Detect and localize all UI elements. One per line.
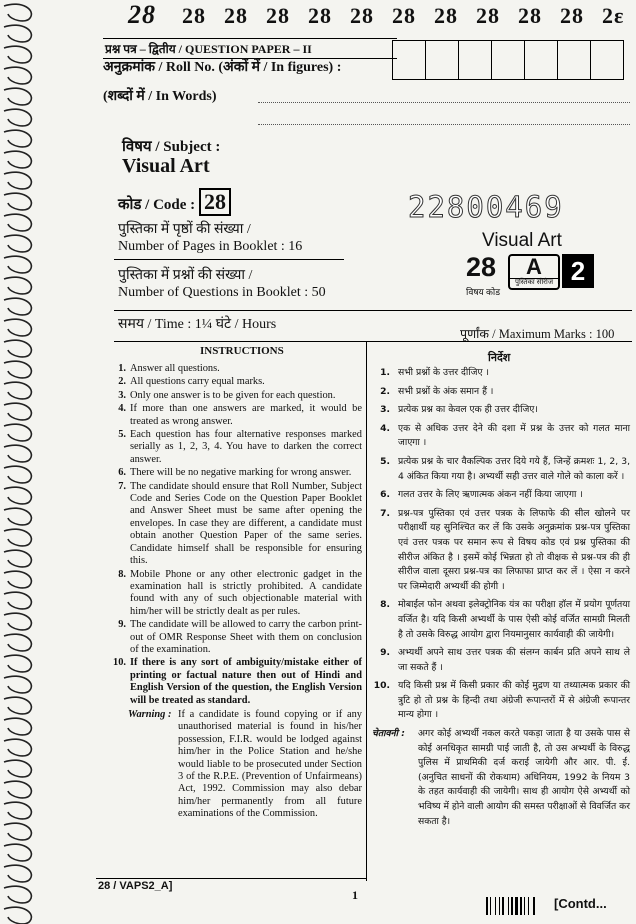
spiral-ring (4, 403, 31, 420)
instruction-item-number: 7. (118, 480, 126, 492)
instruction-item-text: If there is any sort of ambiguity/mistake either of printing or factual nature then out of Hindi and English Version of the question, the English Version will be treated as standard. (130, 657, 362, 706)
spiral-ring (4, 802, 31, 819)
spiral-ring (4, 88, 31, 105)
nirdesh-item (372, 366, 630, 381)
spiral-ring (4, 676, 31, 693)
subject-value: Visual Art (122, 155, 210, 177)
instruction-item (108, 376, 362, 388)
code-repeat-item: 28 (182, 3, 206, 28)
barcode-bar (502, 897, 504, 915)
nirdesh-item-number: 8. (380, 599, 390, 611)
barcode-bar (524, 897, 525, 915)
hindi-warning-block (372, 727, 630, 829)
instruction-item-number: 8. (118, 568, 126, 580)
barcode-bar (511, 897, 513, 915)
barcode-bar (508, 897, 509, 915)
nirdesh-item (372, 403, 630, 418)
divider (114, 341, 632, 342)
spiral-ring (4, 445, 31, 462)
subject-label: विषय / Subject : (122, 139, 221, 155)
stamp-subject-code-caption: विषय कोड (466, 287, 501, 297)
code-repeat-item: 28 (266, 3, 290, 28)
instructions-list-container (108, 363, 362, 821)
nirdesh-item-number: 7. (380, 507, 390, 519)
spiral-ring (4, 130, 31, 147)
spiral-binding (0, 0, 40, 924)
instruction-item-text: Mobile Phone or any other electronic gadget in the examination hall is strictly prohibited. A candidate found with any of such objectionable material with him/her will be strictly dealt as per rules. (130, 568, 362, 617)
nirdesh-item (372, 422, 630, 451)
instruction-item (108, 467, 362, 479)
barcode-bar (486, 897, 488, 915)
roll-digit-box[interactable] (558, 41, 591, 79)
footer-code: 28 / VAPS2_A] (98, 880, 173, 892)
spiral-ring (4, 613, 31, 630)
instruction-item-number: 1. (118, 363, 126, 374)
code-repeat-item: 2ε (602, 3, 625, 28)
spiral-ring (4, 592, 31, 609)
instruction-item (108, 363, 362, 375)
roll-number-grid[interactable] (392, 40, 624, 80)
instruction-item-text: The candidate will be allowed to carry the carbon print-out of OMR Response Sheet with them on conclusion of the examination. (130, 619, 362, 655)
series-caption: पुस्तिका सीरीज (510, 278, 558, 287)
series-letter: A (526, 254, 542, 279)
nirdesh-item-number: 3. (380, 404, 390, 416)
instructions-list (108, 363, 362, 707)
roll-digit-box[interactable] (393, 41, 426, 79)
instruction-item-text: The candidate should ensure that Roll Number, Subject Code and Series Code on the Question Paper Booklet and Answer Sheet must be same after opening the envelopes. In case they are different, a candidate must obtain another Question Paper of the same series. Candidate himself shall be responsible for ensuring this. (130, 480, 362, 567)
roll-digit-box[interactable] (426, 41, 459, 79)
spiral-ring (4, 382, 31, 399)
nirdesh-item (372, 385, 630, 400)
spiral-ring (4, 760, 31, 777)
spiral-ring (4, 571, 31, 588)
nirdesh-item-text: एक से अधिक उत्तर देने की दशा में प्रश्न के उत्तर को गलत माना जाएगा । (398, 422, 630, 449)
series-box (508, 254, 560, 290)
nirdesh-list-container (372, 366, 630, 829)
code-repeat-item: 28 (434, 3, 458, 28)
nirdesh-item-number: 10. (373, 680, 390, 692)
barcode-bar (515, 897, 518, 915)
barcode-bar (528, 897, 529, 915)
instruction-item (108, 569, 362, 619)
spiral-ring (4, 340, 31, 357)
spiral-ring (4, 361, 31, 378)
spiral-ring (4, 865, 31, 882)
spiral-ring (4, 277, 31, 294)
barcode-bar (520, 897, 522, 915)
barcode-bar (495, 897, 496, 915)
instruction-item-text: If more than one answers are marked, it would be treated as wrong answer. (130, 403, 362, 427)
nirdesh-item-text: सभी प्रश्नों के उत्तर दीजिए । (398, 367, 489, 378)
code-repeat-item: 28 (392, 3, 416, 28)
divider (114, 259, 344, 260)
booklet-serial-number: 22800469 (408, 190, 564, 224)
code-repeat-item: 28 (560, 3, 584, 28)
warning-block (108, 709, 362, 821)
spiral-ring (4, 529, 31, 546)
nirdesh-item-text: प्रत्येक प्रश्न का केवल एक ही उत्तर दीजिए। (398, 404, 538, 416)
spiral-ring (4, 844, 31, 861)
paper-number-badge: 2 (562, 254, 594, 288)
nirdesh-item-number: 1. (380, 367, 390, 378)
instruction-item (108, 390, 362, 402)
spiral-ring (4, 193, 31, 210)
code-repeat-item: 28 (518, 3, 542, 28)
spiral-ring (4, 718, 31, 735)
instruction-item-number: 3. (118, 389, 126, 401)
spiral-ring (4, 550, 31, 567)
instruction-item-text: Each question has four alternative responses marked serially as 1, 2, 3, 4. You have to darken the correct answer. (130, 429, 362, 465)
spiral-ring (4, 886, 31, 903)
spiral-ring (4, 256, 31, 273)
spiral-ring (4, 424, 31, 441)
nirdesh-item (372, 455, 630, 484)
nirdesh-item-text: अभ्यर्थी अपने साथ उत्तर पत्रक की संलग्न कार्बन प्रति अपने साथ ले जा सकते हैं । (398, 647, 630, 673)
nirdesh-item-number: 6. (380, 489, 390, 501)
time-label: समय / Time : 1¼ घंटे / Hours (118, 317, 277, 332)
spiral-ring (4, 109, 31, 126)
barcode-bar (490, 897, 491, 915)
nirdesh-list (372, 366, 630, 723)
nirdesh-item-text: प्रश्न-पत्र पुस्तिका एवं उत्तर पत्रक के लिफाफे की सील खोलने पर परीक्षार्थी यह सुनिश्चित कर लें कि उसके अनुक्रमांक प्रश्न-पत्र पुस्तिका एवं उत्तर पत्रक पर समान रूप से विषय कोड एवं प्रश्न पुस्तिका की सीरीज अंकित है । इसमें कोई भिन्नता हो तो वीक्षक से प्रश्न-पत्र की ही सीरीज वाला दूसरा प्रश्न-पत्र का लिफाफा प्राप्त कर लें । ऐसा न करने पर जिम्मेदारी अभ्यर्थी की होगी । (398, 507, 630, 592)
roll-digit-box[interactable] (525, 41, 558, 79)
pages-label: Number of Pages in Booklet : 16 (118, 239, 303, 254)
instruction-item-text: Answer all questions. (130, 363, 220, 374)
column-divider (366, 341, 367, 881)
nirdesh-item (372, 507, 630, 595)
spiral-ring (4, 298, 31, 315)
spiral-ring (4, 508, 31, 525)
spiral-ring (4, 319, 31, 336)
barcode-bar (499, 897, 500, 915)
instruction-item (108, 657, 362, 707)
spiral-ring (4, 25, 31, 42)
roll-in-words-label: (शब्दों में / In Words) (103, 89, 217, 104)
nirdesh-item (372, 646, 630, 675)
instruction-item-number: 4. (118, 403, 126, 415)
stamp-subject: Visual Art (482, 230, 562, 251)
code-repeat-row (128, 0, 636, 30)
spiral-ring (4, 4, 31, 21)
nirdesh-item-number: 9. (380, 647, 390, 659)
code-repeat-item: 28 (308, 3, 332, 28)
spiral-ring (4, 214, 31, 231)
instruction-item (108, 403, 362, 428)
instruction-item-number: 9. (118, 619, 126, 631)
roll-digit-box[interactable] (459, 41, 492, 79)
barcode-bar (533, 897, 535, 915)
spiral-ring (4, 739, 31, 756)
roll-digit-box[interactable] (492, 41, 525, 79)
questions-label-hindi: पुस्तिका में प्रश्नों की संख्या / (118, 268, 253, 283)
instruction-item (108, 429, 362, 466)
spiral-ring (4, 235, 31, 252)
code-value: 28 (199, 188, 231, 216)
divider (96, 878, 366, 879)
nirdesh-title: निर्देश (488, 351, 511, 364)
instruction-item (108, 481, 362, 568)
code-row (118, 188, 231, 216)
spiral-ring (4, 907, 31, 924)
questions-label: Number of Questions in Booklet : 50 (118, 285, 326, 300)
instruction-item-text: Only one answer is to be given for each question. (130, 389, 336, 401)
divider (114, 310, 632, 311)
stamp-code: 28 (466, 252, 497, 282)
instruction-item-number: 10. (113, 657, 126, 669)
spiral-ring (4, 46, 31, 63)
nirdesh-item-number: 4. (380, 422, 390, 434)
spiral-ring (4, 172, 31, 189)
continued-label: [Contd... (554, 896, 607, 911)
warning-label: Warning : (128, 708, 172, 720)
instruction-item-number: 5. (118, 429, 126, 441)
code-repeat-item: 28 (128, 0, 156, 29)
roll-number-label: अनुक्रमांक / Roll No. (अंकों में / In figures) : (103, 60, 342, 75)
nirdesh-item-text: गलत उत्तर के लिए ऋणात्मक अंकन नहीं किया जाएगा । (398, 489, 583, 501)
page-number: 1 (352, 888, 358, 902)
spiral-ring (4, 487, 31, 504)
code-repeat-item: 28 (224, 3, 248, 28)
nirdesh-item (372, 598, 630, 642)
spiral-ring (4, 151, 31, 168)
roll-words-line[interactable] (258, 102, 630, 103)
spiral-ring (4, 697, 31, 714)
instruction-item-number: 2. (118, 376, 126, 388)
nirdesh-item (372, 679, 630, 723)
pages-label-hindi: पुस्तिका में पृष्ठों की संख्या / (118, 222, 251, 237)
instructions-title: INSTRUCTIONS (200, 345, 284, 357)
nirdesh-item-number: 5. (380, 455, 390, 467)
spiral-ring (4, 634, 31, 651)
spiral-ring (4, 466, 31, 483)
nirdesh-item (372, 488, 630, 503)
roll-words-line-2[interactable] (258, 124, 630, 125)
roll-digit-box[interactable] (591, 41, 623, 79)
nirdesh-item-text: मोबाईल फोन अथवा इलेक्ट्रोनिक यंत्र का परीक्षा हॉल में प्रयोग पूर्णतया वर्जित है। यदि किसी अभ्यर्थी के पास ऐसी कोई वर्जित सामग्री मिलती है तो उसके विरुद्ध आयोग द्वारा नियमानुसार कार्यवाही की जायेगी। (398, 599, 630, 640)
instruction-item-number: 6. (118, 467, 126, 479)
max-marks-label: पूर्णांक / Maximum Marks : 100 (460, 327, 615, 341)
spiral-ring (4, 67, 31, 84)
hindi-warning-text: अगर कोई अभ्यर्थी नकल करते पकड़ा जाता है या उसके पास से कोई अनधिकृत सामग्री पाई जाती है, तो उस अभ्यर्थी के विरुद्ध पुलिस में प्राथमिकी दर्ज कराई जायेगी और आर. पी. ई. (अनुचित साधनों की रोकथाम) अधिनियम, 1992 के नियम 3 के तहत कार्यवाही की जायेगी। साथ ही आयोग ऐसे अभ्यर्थी को भविष्य में होने वाली आयोग की समस्त परीक्षाओं से विवर्जित कर सकता है। (418, 728, 630, 827)
nirdesh-item-text: यदि किसी प्रश्न में किसी प्रकार की कोई मुद्रण या तथ्यात्मक प्रकार की त्रुटि हो तो प्रश्न के हिन्दी तथा अंग्रेजी रूपान्तरों में से अंग्रेजी रूपान्तर मान्य होगा । (398, 680, 630, 721)
code-label: कोड / Code : (118, 197, 196, 213)
nirdesh-item-number: 2. (380, 385, 390, 397)
instruction-item (108, 619, 362, 656)
barcode-icon (486, 897, 546, 915)
spiral-ring (4, 781, 31, 798)
spiral-ring (4, 655, 31, 672)
code-repeat-item: 28 (476, 3, 500, 28)
instruction-item-text: There will be no negative marking for wrong answer. (130, 467, 352, 479)
instruction-item-text: All questions carry equal marks. (130, 376, 265, 388)
hindi-warning-label: चेतावनी : (372, 728, 405, 740)
warning-text: If a candidate is found copying or if any unauthorised material is found in his/her possession, F.I.R. would be lodged against him/her in the Police Station and he/she would liable to be prosecuted under Section 3 of the R.P.E. (Prevention of Unfairmeans) Act, 1992. Commission may also debar him/her permanently from all future examinations of the Commission. (178, 708, 362, 820)
nirdesh-item-text: प्रत्येक प्रश्न के चार वैकल्पिक उत्तर दिये गये हैं, जिन्हें क्रमशः 1, 2, 3, 4 अंकित किया गया है। अभ्यर्थी सही उत्तर वाले गोले को काला करें । (398, 455, 630, 482)
spiral-ring (4, 823, 31, 840)
nirdesh-item-text: सभी प्रश्नों के अंक समान हैं । (398, 385, 494, 397)
question-paper-label: प्रश्न पत्र – द्वितीय / QUESTION PAPER – II (103, 38, 397, 59)
code-repeat-item: 28 (350, 3, 374, 28)
